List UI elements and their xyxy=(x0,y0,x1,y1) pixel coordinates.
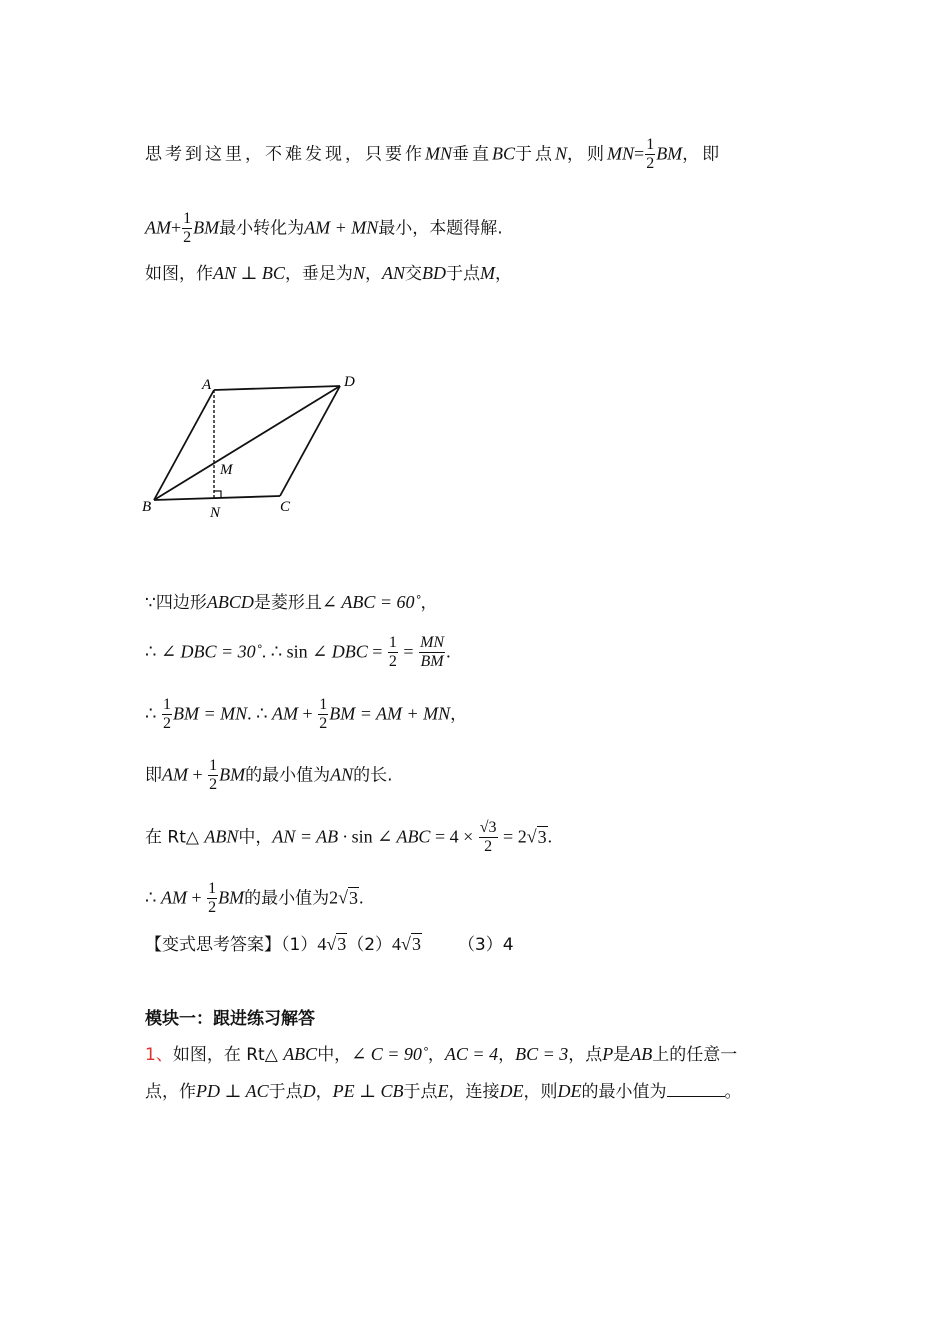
math-plus: + xyxy=(298,703,318,724)
frac-den: 2 xyxy=(208,899,217,916)
math-angle: ∠ C = 90˚ xyxy=(351,1044,428,1064)
edge-ba xyxy=(154,390,214,500)
math-expr: BM = MN xyxy=(172,703,248,724)
math-ab: AB xyxy=(630,1044,653,1064)
math-pe: PE ⊥ CB xyxy=(332,1081,404,1101)
text: 在 Rt△ xyxy=(145,827,205,848)
frac-num: 1 xyxy=(646,136,655,153)
answer-line xyxy=(145,932,514,957)
fraction xyxy=(208,757,218,794)
frac-den: 2 xyxy=(162,715,171,732)
math-coef: 2 xyxy=(329,887,339,908)
math-am: AM xyxy=(272,703,299,724)
label-c: C xyxy=(280,499,291,515)
edge-dc xyxy=(280,386,340,496)
text: ， xyxy=(450,704,468,725)
text: ∴ xyxy=(145,703,161,724)
math-de: DE xyxy=(499,1081,524,1101)
math-eq: = xyxy=(367,641,387,662)
paragraph-2 xyxy=(145,210,503,247)
text: . xyxy=(359,887,364,908)
frac-num: 1 xyxy=(209,757,218,774)
math-am: AM xyxy=(145,217,171,238)
frac-den: 2 xyxy=(388,653,397,670)
radicand: 3 xyxy=(411,934,421,954)
problem-line-1 xyxy=(145,1042,737,1067)
step-5 xyxy=(145,819,552,856)
fraction xyxy=(388,634,398,671)
math-eq: = xyxy=(398,641,419,662)
text: （2） xyxy=(347,935,393,955)
text: 点，作 xyxy=(145,1082,196,1102)
sqrt: √3 xyxy=(338,887,358,908)
math-m: M xyxy=(479,263,495,283)
text: ，垂足为 xyxy=(284,264,353,284)
frac-den: 2 xyxy=(183,229,192,246)
math-coef: 4 xyxy=(317,934,327,954)
text: 中， xyxy=(317,1045,352,1065)
math-expr: = 2 xyxy=(498,826,527,847)
frac-num: √3 xyxy=(479,819,497,836)
step-2 xyxy=(145,634,451,671)
math-expr: BM = AM + MN xyxy=(329,703,451,724)
text: ∴ xyxy=(145,641,161,662)
paragraph-1 xyxy=(145,136,722,173)
math-eq: = xyxy=(634,143,645,164)
frac-den: 2 xyxy=(209,776,218,793)
text: ， xyxy=(315,1082,333,1102)
frac-num: 1 xyxy=(319,696,328,713)
math-coef: 4 xyxy=(392,934,402,954)
math-bd: BD xyxy=(421,263,446,283)
math-plus: + xyxy=(188,764,208,785)
math-mn: MN xyxy=(425,143,452,164)
text: （1） xyxy=(281,935,318,955)
text: 于点 xyxy=(403,1082,438,1102)
text: 。 xyxy=(724,1082,742,1102)
math-bm: BM xyxy=(656,143,683,164)
math-plus: + xyxy=(186,887,207,908)
math-bc: BC = 3 xyxy=(515,1044,569,1064)
text: 即 xyxy=(145,765,162,786)
right-angle-mark xyxy=(214,491,221,498)
sqrt: √3 xyxy=(401,934,421,954)
math-expr: AN = AB · xyxy=(272,826,352,847)
math-abcd: ABCD xyxy=(206,592,254,612)
math-angle: ∠ ABC = 60˚ xyxy=(321,592,421,612)
step-6 xyxy=(145,880,364,917)
math-e: E xyxy=(437,1081,449,1101)
frac-den: 2 xyxy=(484,838,493,855)
text: ， xyxy=(420,593,438,613)
sqrt: √3 xyxy=(326,934,347,954)
edge-cb xyxy=(154,496,280,500)
math-pd: PD ⊥ AC xyxy=(196,1081,269,1101)
math-ac: AC = 4 xyxy=(444,1044,499,1064)
math-bm: BM xyxy=(219,764,246,785)
section-title: 模块一：跟进练习解答 xyxy=(145,1009,315,1029)
text: 最小转化为 xyxy=(219,218,305,239)
text: ， xyxy=(498,1045,516,1065)
math-p: P xyxy=(602,1044,614,1064)
text: 交 xyxy=(404,264,422,284)
text: ， xyxy=(364,264,382,284)
text: . xyxy=(547,826,553,847)
label-d: D xyxy=(344,374,355,390)
text: ，则 xyxy=(523,1082,558,1102)
problem-number: 1、 xyxy=(145,1045,173,1065)
fraction xyxy=(645,136,655,173)
text: 的长. xyxy=(353,765,393,786)
rhombus-figure xyxy=(140,365,370,525)
text: 的最小值为 xyxy=(581,1082,667,1102)
math-am: AM xyxy=(162,764,188,785)
text: ∴ xyxy=(145,887,161,908)
label-b: B xyxy=(142,499,152,515)
text: 上的任意一 xyxy=(652,1045,738,1065)
edge-ad xyxy=(214,386,340,390)
step-3 xyxy=(145,696,467,733)
radicand: 3 xyxy=(337,934,347,954)
text: ，点 xyxy=(568,1045,603,1065)
text: 最小，本题得解. xyxy=(378,218,503,239)
label-n: N xyxy=(210,505,221,521)
math-an: AN xyxy=(381,263,405,283)
text: 的最小值为 xyxy=(244,888,330,909)
text: ，即 xyxy=(682,144,723,165)
math-d: D xyxy=(302,1081,316,1101)
radicand: 3 xyxy=(349,887,358,908)
math-abn: ABN xyxy=(204,826,239,847)
text: 中， xyxy=(238,827,273,848)
text: 于点 xyxy=(515,144,556,165)
math-angle: ∠ ABC xyxy=(377,826,431,847)
text: . ∴ sin xyxy=(261,641,313,662)
sqrt: √3 xyxy=(526,826,547,847)
fraction xyxy=(318,696,328,733)
math-bm: BM xyxy=(193,217,220,238)
frac-num: 1 xyxy=(183,210,192,227)
text: 是 xyxy=(613,1045,631,1065)
frac-den: BM xyxy=(420,653,444,670)
math-expr: = 4 × xyxy=(430,826,478,847)
text: ， xyxy=(494,264,512,284)
text: sin xyxy=(351,826,378,847)
label-m: M xyxy=(220,462,233,478)
fraction xyxy=(479,819,498,856)
diagonal-bd xyxy=(154,386,340,500)
text: ， xyxy=(427,1045,445,1065)
math-angle: ∠ DBC = 30˚ xyxy=(160,641,262,662)
frac-den: 2 xyxy=(646,155,655,172)
label-a: A xyxy=(202,377,212,393)
problem-line-2 xyxy=(145,1078,742,1104)
paragraph-3 xyxy=(145,261,512,286)
frac-num: MN xyxy=(420,634,445,651)
text: （3）4 xyxy=(457,935,514,955)
step-1 xyxy=(145,590,438,615)
math-mn: MN xyxy=(607,143,635,164)
text: . ∴ xyxy=(247,703,273,724)
step-4 xyxy=(145,757,393,794)
text: . xyxy=(446,641,451,662)
fraction xyxy=(419,634,445,671)
fraction xyxy=(162,696,172,733)
text: 如图，在 Rt△ xyxy=(172,1045,284,1065)
math-angle: ∠ DBC xyxy=(312,641,368,662)
text: ，连接 xyxy=(448,1082,500,1102)
radicand: 3 xyxy=(537,826,547,847)
math-bm: BM xyxy=(218,887,245,908)
fraction xyxy=(207,880,217,917)
math-an-perp-bc: AN ⊥ BC xyxy=(213,263,285,283)
text: ∵四边形 xyxy=(145,593,207,613)
frac-num: 1 xyxy=(162,696,171,713)
math-n: N xyxy=(352,263,365,283)
math-abc: ABC xyxy=(283,1044,318,1064)
text: 思考到这里，不难发现，只要作 xyxy=(145,144,425,165)
math-n: N xyxy=(555,143,568,164)
text: 垂直 xyxy=(452,144,492,165)
math-am-mn: AM + MN xyxy=(304,217,379,238)
text: 于点 xyxy=(445,264,480,284)
math-de: DE xyxy=(557,1081,582,1101)
frac-den: 2 xyxy=(319,715,328,732)
text: 是菱形且 xyxy=(253,593,322,613)
answer-blank[interactable] xyxy=(667,1078,725,1097)
text: 的最小值为 xyxy=(245,765,331,786)
math-an: AN xyxy=(330,764,354,785)
answer-label: 【变式思考答案】 xyxy=(145,935,281,955)
math-bc: BC xyxy=(492,143,516,164)
fraction xyxy=(182,210,192,247)
math-am: AM xyxy=(160,887,187,908)
text: 于点 xyxy=(268,1082,303,1102)
math-plus: + xyxy=(171,217,182,238)
text: ，则 xyxy=(567,144,608,165)
text: 如图，作 xyxy=(145,264,213,284)
frac-num: 1 xyxy=(208,880,217,897)
frac-num: 1 xyxy=(388,634,397,651)
